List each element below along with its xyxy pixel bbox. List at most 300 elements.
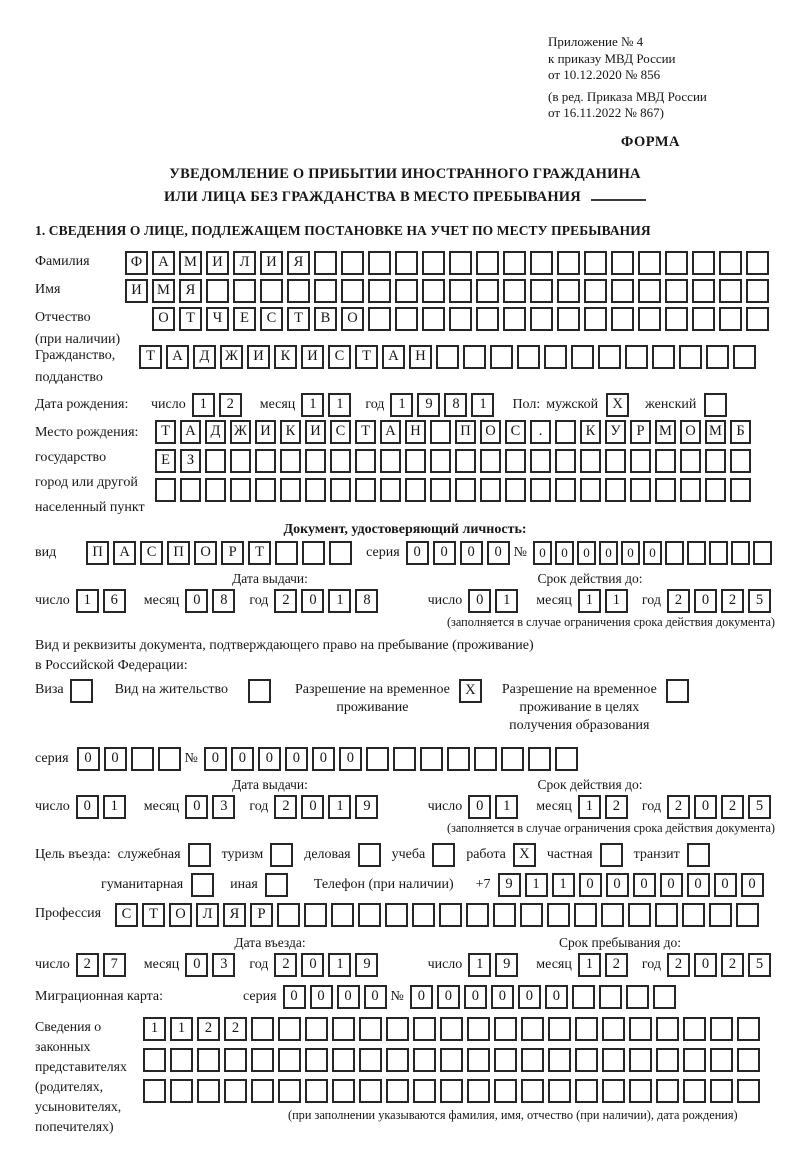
- char-cell[interactable]: [572, 985, 595, 1009]
- char-cell[interactable]: 0: [660, 873, 683, 897]
- char-cell[interactable]: [746, 279, 769, 303]
- char-cell[interactable]: [555, 420, 576, 444]
- char-cell[interactable]: [395, 279, 418, 303]
- char-cell[interactable]: [422, 279, 445, 303]
- char-cell[interactable]: Ф: [125, 251, 148, 275]
- char-cell[interactable]: 1: [525, 873, 548, 897]
- sex-male-checkbox[interactable]: X: [606, 393, 629, 417]
- char-cell[interactable]: [405, 478, 426, 502]
- char-cell[interactable]: 5: [748, 589, 771, 613]
- char-cell[interactable]: И: [301, 345, 324, 369]
- char-cell[interactable]: [413, 1017, 436, 1041]
- char-cell[interactable]: К: [280, 420, 301, 444]
- char-cell[interactable]: [503, 279, 526, 303]
- char-cell[interactable]: [230, 449, 251, 473]
- char-cell[interactable]: 0: [283, 985, 306, 1009]
- char-cell[interactable]: 0: [621, 541, 640, 565]
- char-cell[interactable]: [305, 449, 326, 473]
- char-cell[interactable]: [530, 478, 551, 502]
- char-cell[interactable]: [638, 251, 661, 275]
- char-cell[interactable]: 1: [578, 953, 601, 977]
- char-cell[interactable]: [555, 478, 576, 502]
- char-cell[interactable]: 2: [219, 393, 242, 417]
- purpose-humanitarian-checkbox[interactable]: [191, 873, 214, 897]
- char-cell[interactable]: 0: [339, 747, 362, 771]
- char-cell[interactable]: [393, 747, 416, 771]
- purpose-other-checkbox[interactable]: [265, 873, 288, 897]
- char-cell[interactable]: [505, 478, 526, 502]
- char-cell[interactable]: 1: [390, 393, 413, 417]
- char-cell[interactable]: 1: [328, 393, 351, 417]
- char-cell[interactable]: [599, 985, 622, 1009]
- char-cell[interactable]: [197, 1079, 220, 1103]
- char-cell[interactable]: 0: [364, 985, 387, 1009]
- char-cell[interactable]: [355, 478, 376, 502]
- char-cell[interactable]: [521, 1017, 544, 1041]
- char-cell[interactable]: Д: [205, 420, 226, 444]
- char-cell[interactable]: 8: [212, 589, 235, 613]
- char-cell[interactable]: Л: [233, 251, 256, 275]
- char-cell[interactable]: 0: [555, 541, 574, 565]
- char-cell[interactable]: 1: [605, 589, 628, 613]
- char-cell[interactable]: [206, 279, 229, 303]
- char-cell[interactable]: [430, 420, 451, 444]
- char-cell[interactable]: [629, 1017, 652, 1041]
- char-cell[interactable]: 2: [721, 953, 744, 977]
- char-cell[interactable]: [494, 1017, 517, 1041]
- char-cell[interactable]: [625, 345, 648, 369]
- char-cell[interactable]: [422, 251, 445, 275]
- char-cell[interactable]: 2: [605, 953, 628, 977]
- char-cell[interactable]: [305, 1017, 328, 1041]
- char-cell[interactable]: Ж: [220, 345, 243, 369]
- char-cell[interactable]: [158, 747, 181, 771]
- char-cell[interactable]: [665, 307, 688, 331]
- char-cell[interactable]: 0: [468, 795, 491, 819]
- char-cell[interactable]: 0: [310, 985, 333, 1009]
- char-cell[interactable]: 1: [578, 795, 601, 819]
- char-cell[interactable]: Т: [287, 307, 310, 331]
- char-cell[interactable]: 2: [667, 589, 690, 613]
- char-cell[interactable]: [155, 478, 176, 502]
- char-cell[interactable]: О: [169, 903, 192, 927]
- char-cell[interactable]: [528, 747, 551, 771]
- char-cell[interactable]: [601, 903, 624, 927]
- purpose-private-checkbox[interactable]: [600, 843, 623, 867]
- char-cell[interactable]: 0: [301, 953, 324, 977]
- char-cell[interactable]: 2: [224, 1017, 247, 1041]
- char-cell[interactable]: [557, 307, 580, 331]
- char-cell[interactable]: Т: [142, 903, 165, 927]
- char-cell[interactable]: [205, 478, 226, 502]
- char-cell[interactable]: [170, 1079, 193, 1103]
- char-cell[interactable]: [655, 449, 676, 473]
- char-cell[interactable]: [405, 449, 426, 473]
- char-cell[interactable]: Е: [155, 449, 176, 473]
- char-cell[interactable]: [753, 541, 772, 565]
- char-cell[interactable]: [368, 307, 391, 331]
- char-cell[interactable]: [629, 1079, 652, 1103]
- char-cell[interactable]: [278, 1079, 301, 1103]
- char-cell[interactable]: [665, 541, 684, 565]
- char-cell[interactable]: [430, 449, 451, 473]
- char-cell[interactable]: [480, 478, 501, 502]
- char-cell[interactable]: [692, 279, 715, 303]
- char-cell[interactable]: Т: [355, 420, 376, 444]
- char-cell[interactable]: [447, 747, 470, 771]
- char-cell[interactable]: [517, 345, 540, 369]
- char-cell[interactable]: [287, 279, 310, 303]
- char-cell[interactable]: 1: [471, 393, 494, 417]
- char-cell[interactable]: 1: [143, 1017, 166, 1041]
- char-cell[interactable]: 2: [721, 795, 744, 819]
- char-cell[interactable]: [305, 1079, 328, 1103]
- char-cell[interactable]: [439, 903, 462, 927]
- char-cell[interactable]: [380, 449, 401, 473]
- char-cell[interactable]: 2: [274, 795, 297, 819]
- residence-permit-checkbox[interactable]: [248, 679, 271, 703]
- char-cell[interactable]: [611, 279, 634, 303]
- char-cell[interactable]: [368, 279, 391, 303]
- char-cell[interactable]: [230, 478, 251, 502]
- purpose-official-checkbox[interactable]: [188, 843, 211, 867]
- char-cell[interactable]: [548, 1017, 571, 1041]
- char-cell[interactable]: 8: [444, 393, 467, 417]
- purpose-work-checkbox[interactable]: X: [513, 843, 536, 867]
- char-cell[interactable]: 0: [185, 953, 208, 977]
- char-cell[interactable]: [521, 1048, 544, 1072]
- char-cell[interactable]: [683, 1048, 706, 1072]
- char-cell[interactable]: [575, 1017, 598, 1041]
- char-cell[interactable]: Ж: [230, 420, 251, 444]
- char-cell[interactable]: 2: [76, 953, 99, 977]
- char-cell[interactable]: [440, 1048, 463, 1072]
- char-cell[interactable]: [584, 307, 607, 331]
- char-cell[interactable]: [358, 903, 381, 927]
- char-cell[interactable]: 9: [355, 953, 378, 977]
- char-cell[interactable]: [180, 478, 201, 502]
- char-cell[interactable]: [611, 307, 634, 331]
- char-cell[interactable]: [255, 449, 276, 473]
- char-cell[interactable]: А: [166, 345, 189, 369]
- char-cell[interactable]: [143, 1048, 166, 1072]
- char-cell[interactable]: [530, 251, 553, 275]
- char-cell[interactable]: [330, 478, 351, 502]
- char-cell[interactable]: [710, 1048, 733, 1072]
- char-cell[interactable]: [679, 345, 702, 369]
- char-cell[interactable]: [656, 1048, 679, 1072]
- char-cell[interactable]: 0: [714, 873, 737, 897]
- char-cell[interactable]: [330, 449, 351, 473]
- char-cell[interactable]: [655, 903, 678, 927]
- char-cell[interactable]: [602, 1079, 625, 1103]
- char-cell[interactable]: 9: [417, 393, 440, 417]
- char-cell[interactable]: [665, 279, 688, 303]
- char-cell[interactable]: 0: [491, 985, 514, 1009]
- char-cell[interactable]: [505, 449, 526, 473]
- char-cell[interactable]: 0: [258, 747, 281, 771]
- char-cell[interactable]: Л: [196, 903, 219, 927]
- char-cell[interactable]: С: [260, 307, 283, 331]
- char-cell[interactable]: [602, 1048, 625, 1072]
- char-cell[interactable]: [733, 345, 756, 369]
- char-cell[interactable]: 1: [192, 393, 215, 417]
- char-cell[interactable]: Б: [730, 420, 751, 444]
- char-cell[interactable]: 0: [185, 795, 208, 819]
- char-cell[interactable]: П: [167, 541, 190, 565]
- char-cell[interactable]: [449, 279, 472, 303]
- char-cell[interactable]: Н: [405, 420, 426, 444]
- char-cell[interactable]: [730, 478, 751, 502]
- char-cell[interactable]: [652, 345, 675, 369]
- char-cell[interactable]: 3: [212, 795, 235, 819]
- char-cell[interactable]: [466, 903, 489, 927]
- char-cell[interactable]: [687, 541, 706, 565]
- char-cell[interactable]: [719, 279, 742, 303]
- char-cell[interactable]: [440, 1017, 463, 1041]
- char-cell[interactable]: С: [505, 420, 526, 444]
- char-cell[interactable]: [332, 1048, 355, 1072]
- char-cell[interactable]: [143, 1079, 166, 1103]
- char-cell[interactable]: [680, 449, 701, 473]
- char-cell[interactable]: 1: [495, 795, 518, 819]
- char-cell[interactable]: [476, 307, 499, 331]
- char-cell[interactable]: О: [194, 541, 217, 565]
- char-cell[interactable]: Е: [233, 307, 256, 331]
- char-cell[interactable]: 0: [231, 747, 254, 771]
- char-cell[interactable]: 0: [487, 541, 510, 565]
- char-cell[interactable]: О: [680, 420, 701, 444]
- char-cell[interactable]: [467, 1079, 490, 1103]
- char-cell[interactable]: 1: [578, 589, 601, 613]
- char-cell[interactable]: 1: [328, 953, 351, 977]
- char-cell[interactable]: [682, 903, 705, 927]
- char-cell[interactable]: [197, 1048, 220, 1072]
- char-cell[interactable]: [503, 251, 526, 275]
- char-cell[interactable]: В: [314, 307, 337, 331]
- char-cell[interactable]: [611, 251, 634, 275]
- char-cell[interactable]: [501, 747, 524, 771]
- char-cell[interactable]: 2: [274, 589, 297, 613]
- char-cell[interactable]: С: [330, 420, 351, 444]
- char-cell[interactable]: [205, 449, 226, 473]
- char-cell[interactable]: [493, 903, 516, 927]
- char-cell[interactable]: [544, 345, 567, 369]
- char-cell[interactable]: [224, 1079, 247, 1103]
- char-cell[interactable]: Р: [221, 541, 244, 565]
- char-cell[interactable]: [521, 1079, 544, 1103]
- char-cell[interactable]: И: [255, 420, 276, 444]
- char-cell[interactable]: [359, 1079, 382, 1103]
- char-cell[interactable]: З: [180, 449, 201, 473]
- char-cell[interactable]: [332, 1079, 355, 1103]
- char-cell[interactable]: .: [530, 420, 551, 444]
- char-cell[interactable]: [413, 1079, 436, 1103]
- char-cell[interactable]: Р: [630, 420, 651, 444]
- char-cell[interactable]: 0: [606, 873, 629, 897]
- char-cell[interactable]: [474, 747, 497, 771]
- char-cell[interactable]: [251, 1048, 274, 1072]
- char-cell[interactable]: 0: [533, 541, 552, 565]
- char-cell[interactable]: К: [274, 345, 297, 369]
- char-cell[interactable]: 7: [103, 953, 126, 977]
- char-cell[interactable]: 0: [312, 747, 335, 771]
- char-cell[interactable]: [341, 279, 364, 303]
- char-cell[interactable]: [530, 279, 553, 303]
- char-cell[interactable]: [385, 903, 408, 927]
- sex-female-checkbox[interactable]: [704, 393, 727, 417]
- char-cell[interactable]: [467, 1048, 490, 1072]
- char-cell[interactable]: [355, 449, 376, 473]
- char-cell[interactable]: [530, 449, 551, 473]
- char-cell[interactable]: [412, 903, 435, 927]
- char-cell[interactable]: [233, 279, 256, 303]
- char-cell[interactable]: 1: [328, 795, 351, 819]
- char-cell[interactable]: 0: [464, 985, 487, 1009]
- char-cell[interactable]: 0: [741, 873, 764, 897]
- char-cell[interactable]: М: [655, 420, 676, 444]
- char-cell[interactable]: 2: [197, 1017, 220, 1041]
- purpose-study-checkbox[interactable]: [432, 843, 455, 867]
- char-cell[interactable]: [131, 747, 154, 771]
- char-cell[interactable]: Н: [409, 345, 432, 369]
- char-cell[interactable]: [476, 279, 499, 303]
- char-cell[interactable]: [737, 1048, 760, 1072]
- char-cell[interactable]: [520, 903, 543, 927]
- char-cell[interactable]: [359, 1048, 382, 1072]
- char-cell[interactable]: [692, 251, 715, 275]
- char-cell[interactable]: [571, 345, 594, 369]
- char-cell[interactable]: 3: [212, 953, 235, 977]
- char-cell[interactable]: [251, 1017, 274, 1041]
- char-cell[interactable]: [626, 985, 649, 1009]
- char-cell[interactable]: 9: [498, 873, 521, 897]
- char-cell[interactable]: 2: [721, 589, 744, 613]
- char-cell[interactable]: [449, 307, 472, 331]
- char-cell[interactable]: [503, 307, 526, 331]
- char-cell[interactable]: [638, 279, 661, 303]
- char-cell[interactable]: [557, 279, 580, 303]
- temp-residence-education-checkbox[interactable]: [666, 679, 689, 703]
- char-cell[interactable]: Т: [355, 345, 378, 369]
- char-cell[interactable]: 0: [518, 985, 541, 1009]
- char-cell[interactable]: 0: [104, 747, 127, 771]
- char-cell[interactable]: 0: [410, 985, 433, 1009]
- char-cell[interactable]: [710, 1017, 733, 1041]
- char-cell[interactable]: [386, 1017, 409, 1041]
- char-cell[interactable]: [329, 541, 352, 565]
- char-cell[interactable]: 1: [76, 589, 99, 613]
- char-cell[interactable]: [413, 1048, 436, 1072]
- char-cell[interactable]: [730, 449, 751, 473]
- char-cell[interactable]: Т: [248, 541, 271, 565]
- purpose-business-checkbox[interactable]: [358, 843, 381, 867]
- char-cell[interactable]: [480, 449, 501, 473]
- char-cell[interactable]: [665, 251, 688, 275]
- char-cell[interactable]: [430, 478, 451, 502]
- char-cell[interactable]: 0: [301, 589, 324, 613]
- char-cell[interactable]: 0: [437, 985, 460, 1009]
- char-cell[interactable]: 0: [406, 541, 429, 565]
- char-cell[interactable]: [314, 251, 337, 275]
- char-cell[interactable]: [709, 903, 732, 927]
- char-cell[interactable]: [683, 1017, 706, 1041]
- char-cell[interactable]: [359, 1017, 382, 1041]
- char-cell[interactable]: М: [152, 279, 175, 303]
- char-cell[interactable]: [305, 478, 326, 502]
- char-cell[interactable]: Я: [287, 251, 310, 275]
- char-cell[interactable]: 0: [643, 541, 662, 565]
- char-cell[interactable]: А: [152, 251, 175, 275]
- char-cell[interactable]: [395, 307, 418, 331]
- char-cell[interactable]: [255, 478, 276, 502]
- char-cell[interactable]: [584, 279, 607, 303]
- char-cell[interactable]: 2: [274, 953, 297, 977]
- char-cell[interactable]: [746, 251, 769, 275]
- char-cell[interactable]: [638, 307, 661, 331]
- char-cell[interactable]: [449, 251, 472, 275]
- char-cell[interactable]: [366, 747, 389, 771]
- char-cell[interactable]: Ч: [206, 307, 229, 331]
- char-cell[interactable]: [278, 1017, 301, 1041]
- char-cell[interactable]: [629, 1048, 652, 1072]
- char-cell[interactable]: 0: [633, 873, 656, 897]
- char-cell[interactable]: [386, 1079, 409, 1103]
- char-cell[interactable]: [680, 478, 701, 502]
- char-cell[interactable]: 0: [694, 953, 717, 977]
- char-cell[interactable]: [476, 251, 499, 275]
- char-cell[interactable]: [584, 251, 607, 275]
- char-cell[interactable]: А: [180, 420, 201, 444]
- char-cell[interactable]: 0: [694, 795, 717, 819]
- char-cell[interactable]: А: [380, 420, 401, 444]
- char-cell[interactable]: [380, 478, 401, 502]
- char-cell[interactable]: 8: [355, 589, 378, 613]
- char-cell[interactable]: 0: [337, 985, 360, 1009]
- visa-checkbox[interactable]: [70, 679, 93, 703]
- char-cell[interactable]: [278, 1048, 301, 1072]
- char-cell[interactable]: 0: [687, 873, 710, 897]
- char-cell[interactable]: [731, 541, 750, 565]
- char-cell[interactable]: [455, 478, 476, 502]
- char-cell[interactable]: [280, 449, 301, 473]
- char-cell[interactable]: Р: [250, 903, 273, 927]
- char-cell[interactable]: 2: [605, 795, 628, 819]
- char-cell[interactable]: [305, 1048, 328, 1072]
- char-cell[interactable]: 0: [185, 589, 208, 613]
- char-cell[interactable]: [260, 279, 283, 303]
- char-cell[interactable]: 1: [328, 589, 351, 613]
- char-cell[interactable]: 0: [301, 795, 324, 819]
- char-cell[interactable]: 0: [694, 589, 717, 613]
- char-cell[interactable]: 0: [579, 873, 602, 897]
- char-cell[interactable]: [656, 1079, 679, 1103]
- char-cell[interactable]: 9: [495, 953, 518, 977]
- char-cell[interactable]: [580, 449, 601, 473]
- char-cell[interactable]: [467, 1017, 490, 1041]
- char-cell[interactable]: [494, 1079, 517, 1103]
- char-cell[interactable]: [706, 345, 729, 369]
- char-cell[interactable]: [598, 345, 621, 369]
- char-cell[interactable]: [575, 1048, 598, 1072]
- char-cell[interactable]: [547, 903, 570, 927]
- char-cell[interactable]: [555, 747, 578, 771]
- char-cell[interactable]: [575, 1079, 598, 1103]
- char-cell[interactable]: 2: [667, 953, 690, 977]
- char-cell[interactable]: [574, 903, 597, 927]
- char-cell[interactable]: П: [455, 420, 476, 444]
- char-cell[interactable]: 1: [301, 393, 324, 417]
